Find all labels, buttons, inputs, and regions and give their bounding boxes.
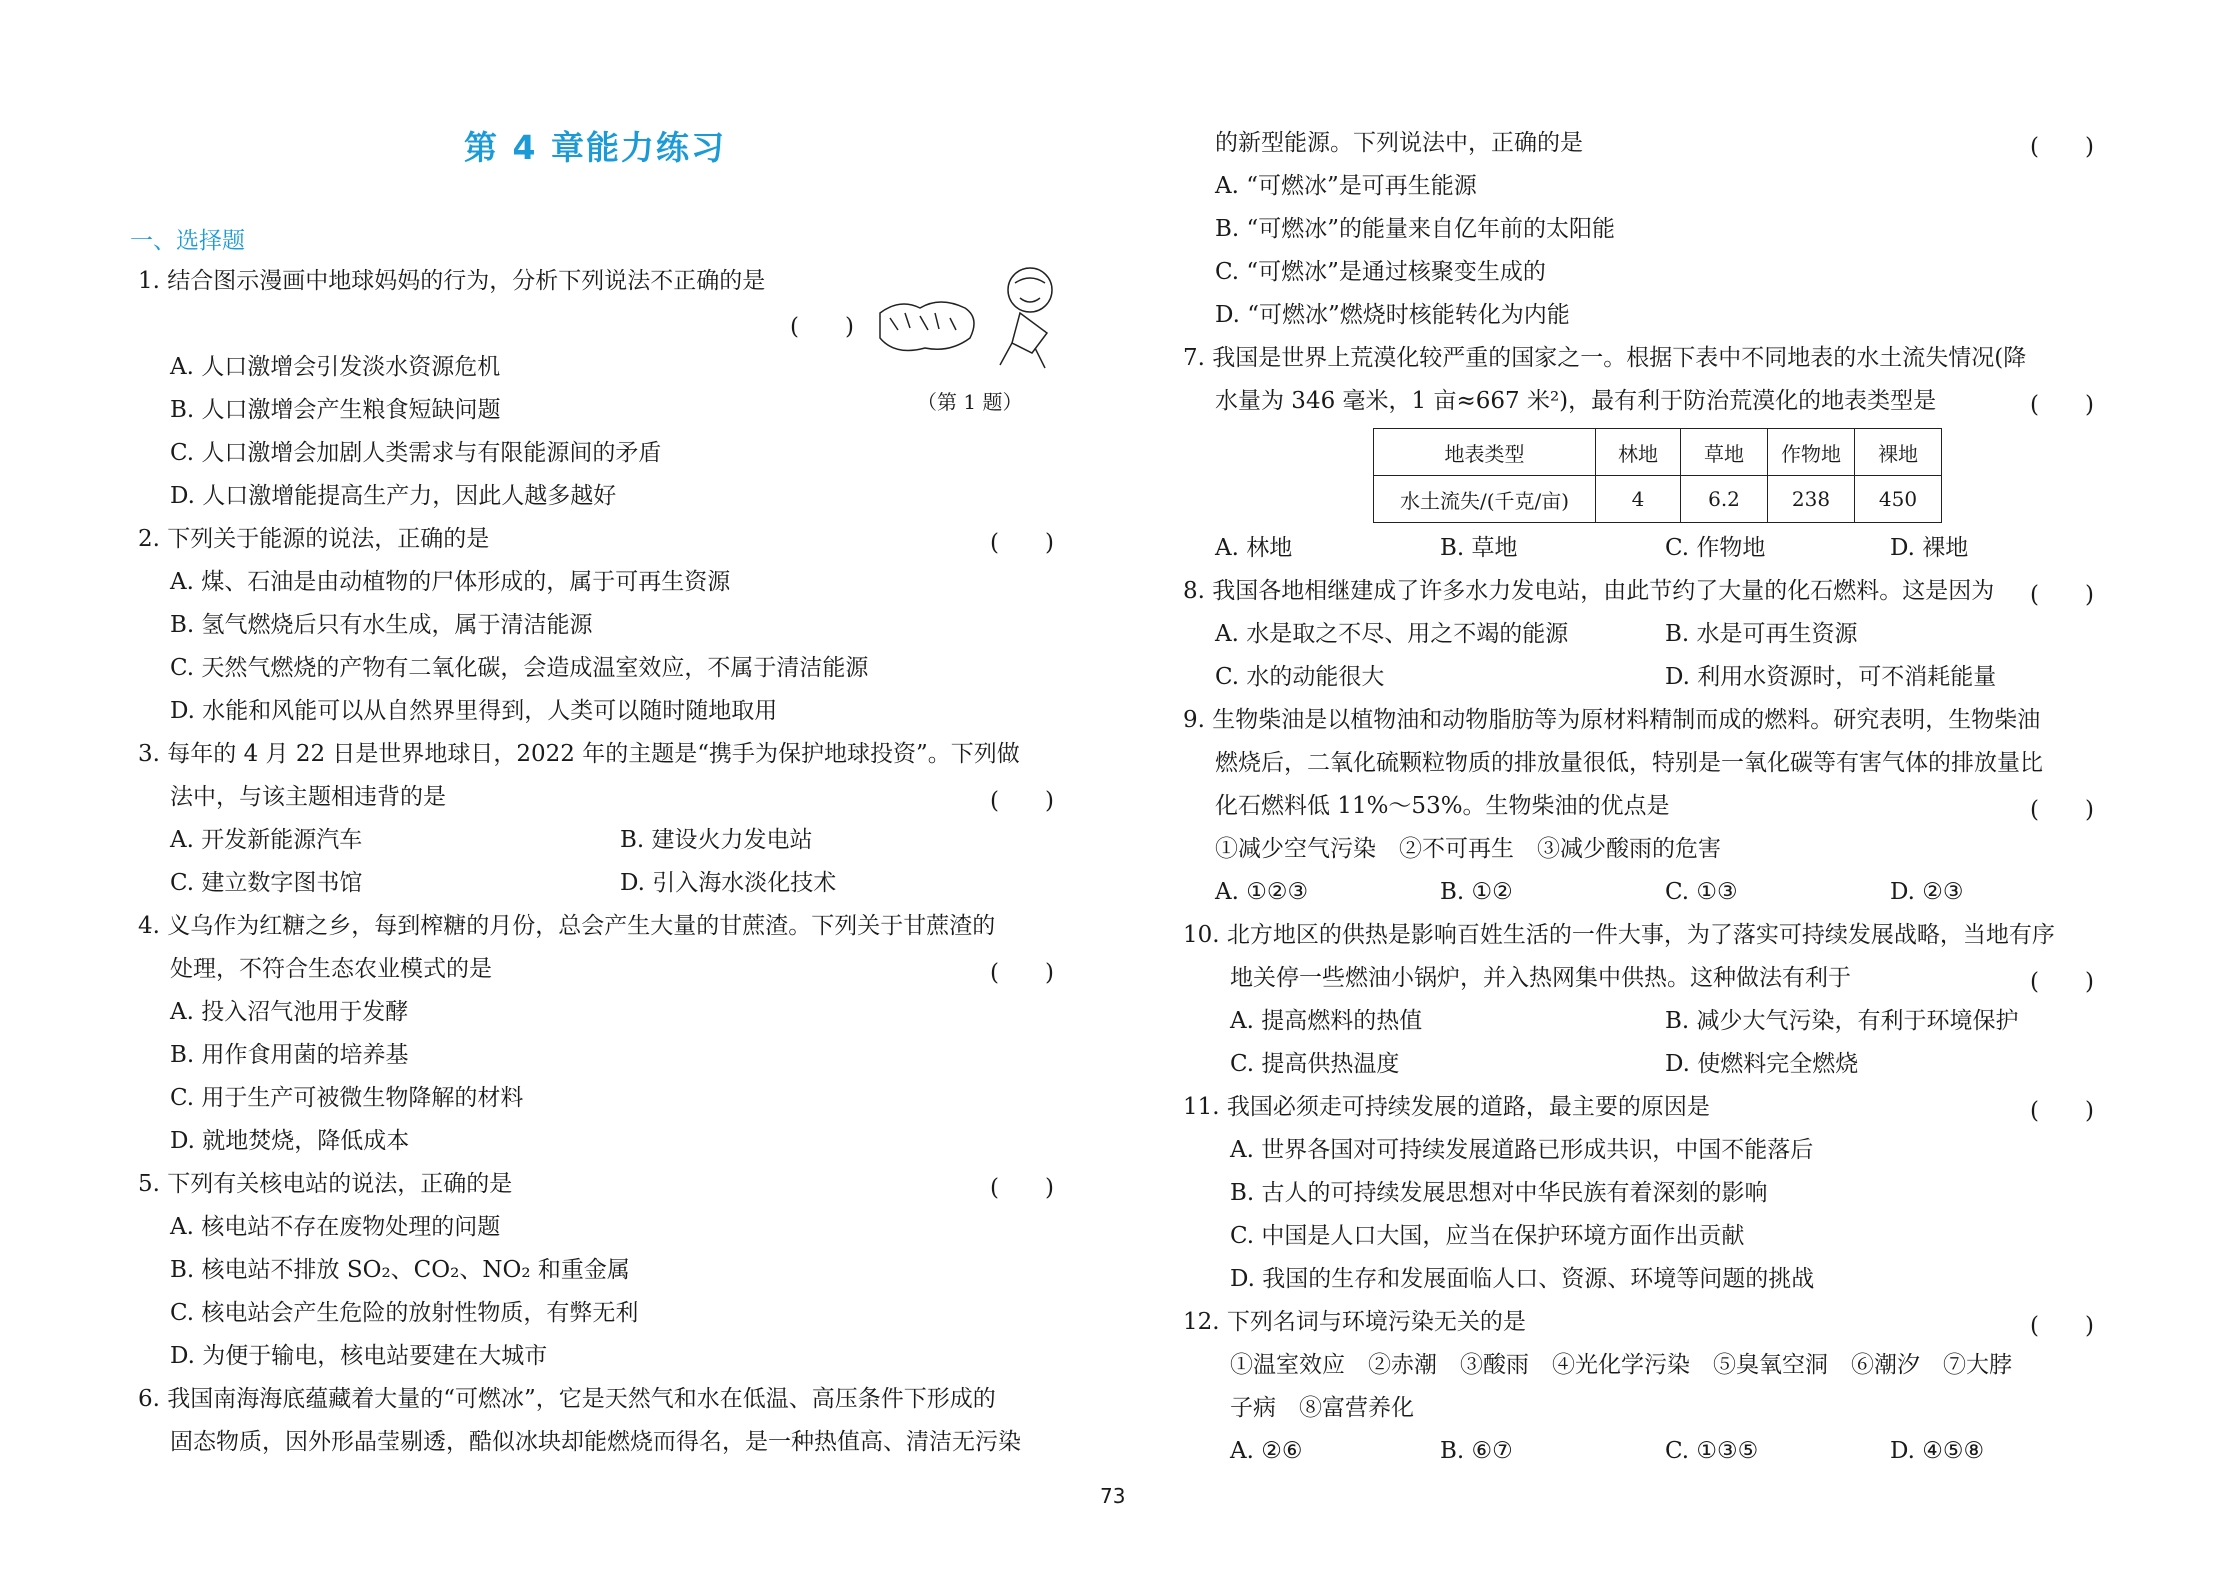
q9-option-c: C. ①③ xyxy=(1665,879,1738,905)
q2-option-b: B. 氢气燃烧后只有水生成，属于清洁能源 xyxy=(170,612,593,638)
q9-option-d: D. ②③ xyxy=(1890,879,1964,905)
section-heading: 一、选择题 xyxy=(130,228,245,254)
q9-option-b: B. ①② xyxy=(1440,879,1513,905)
q2-answer-paren: ( ) xyxy=(990,530,1054,556)
q7-option-d: D. 裸地 xyxy=(1890,535,1969,561)
q9-stem-line3: 化石燃料低 11%～53%。生物柴油的优点是 xyxy=(1215,793,1670,819)
q3-option-b: B. 建设火力发电站 xyxy=(620,827,813,853)
q12-stem: 12. 下列名词与环境污染无关的是 xyxy=(1183,1309,1526,1335)
q1-option-d: D. 人口激增能提高生产力，因此人越多越好 xyxy=(170,483,617,509)
q4-option-d: D. 就地焚烧，降低成本 xyxy=(170,1128,410,1154)
table-header-cell: 裸地 xyxy=(1855,429,1942,476)
q7-option-b: B. 草地 xyxy=(1440,535,1518,561)
q5-answer-paren: ( ) xyxy=(990,1175,1054,1201)
q6-option-b: B. “可燃冰”的能量来自亿年前的太阳能 xyxy=(1215,216,1616,242)
q4-answer-paren: ( ) xyxy=(990,960,1054,986)
q4-option-a: A. 投入沼气池用于发酵 xyxy=(170,999,409,1025)
q5-option-c: C. 核电站会产生危险的放射性物质，有弊无利 xyxy=(170,1300,639,1326)
q11-option-c: C. 中国是人口大国，应当在保护环境方面作出贡献 xyxy=(1230,1223,1745,1249)
q8-option-b: B. 水是可再生资源 xyxy=(1665,621,1858,647)
q7-data-table xyxy=(1373,428,1942,523)
q6-option-a: A. “可燃冰”是可再生能源 xyxy=(1215,173,1477,199)
q11-answer-paren: ( ) xyxy=(2030,1098,2094,1124)
q3-option-c: C. 建立数字图书馆 xyxy=(170,870,363,896)
q11-option-a: A. 世界各国对可持续发展道路已形成共识，中国不能落后 xyxy=(1230,1137,1814,1163)
q9-option-a: A. ①②③ xyxy=(1215,879,1309,905)
q12-option-d: D. ④⑤⑧ xyxy=(1890,1438,1985,1464)
q5-option-a: A. 核电站不存在废物处理的问题 xyxy=(170,1214,501,1240)
q11-option-d: D. 我国的生存和发展面临人口、资源、环境等问题的挑战 xyxy=(1230,1266,1815,1292)
table-header-cell: 作物地 xyxy=(1768,429,1855,476)
q1-option-c: C. 人口激增会加剧人类需求与有限能源间的矛盾 xyxy=(170,440,662,466)
table-header-cell: 林地 xyxy=(1596,429,1681,476)
q3-stem-line1: 3. 每年的 4 月 22 日是世界地球日，2022 年的主题是“携手为保护地球投资”。下列做 xyxy=(138,741,1020,767)
q4-option-b: B. 用作食用菌的培养基 xyxy=(170,1042,409,1068)
table-cell: 水土流失/(千克/亩) xyxy=(1374,476,1596,523)
table-cell: 450 xyxy=(1855,476,1942,523)
q1-option-a: A. 人口激增会引发淡水资源危机 xyxy=(170,354,501,380)
q3-answer-paren: ( ) xyxy=(990,788,1054,814)
q12-items-line1: ①温室效应 ②赤潮 ③酸雨 ④光化学污染 ⑤臭氧空洞 ⑥潮汐 ⑦大脖 xyxy=(1230,1352,2012,1378)
q10-option-b: B. 减少大气污染，有利于环境保护 xyxy=(1665,1008,2019,1034)
q8-option-a: A. 水是取之不尽、用之不竭的能源 xyxy=(1215,621,1569,647)
q10-option-d: D. 使燃料完全燃烧 xyxy=(1665,1051,1859,1077)
page-title: 第 4 章能力练习 xyxy=(464,128,726,167)
q7-answer-paren: ( ) xyxy=(2030,392,2094,418)
q2-option-d: D. 水能和风能可以从自然界里得到，人类可以随时随地取用 xyxy=(170,698,778,724)
table-cell: 238 xyxy=(1768,476,1855,523)
q6-option-d: D. “可燃冰”燃烧时核能转化为内能 xyxy=(1215,302,1570,328)
q8-option-c: C. 水的动能很大 xyxy=(1215,664,1385,690)
q8-answer-paren: ( ) xyxy=(2030,582,2094,608)
table-row xyxy=(1374,476,1942,523)
q6-option-c: C. “可燃冰”是通过核聚变生成的 xyxy=(1215,259,1546,285)
q11-stem: 11. 我国必须走可持续发展的道路，最主要的原因是 xyxy=(1183,1094,1710,1120)
q6-stem-line2: 固态物质，因外形晶莹剔透，酷似冰块却能燃烧而得名，是一种热值高、清洁无污染 xyxy=(170,1429,1021,1455)
table-header-cell: 地表类型 xyxy=(1374,429,1596,476)
q4-stem-line2: 处理，不符合生态农业模式的是 xyxy=(170,956,492,982)
q10-stem-line2: 地关停一些燃油小锅炉，并入热网集中供热。这种做法有利于 xyxy=(1230,965,1851,991)
q10-stem-line1: 10. 北方地区的供热是影响百姓生活的一件大事，为了落实可持续发展战略，当地有序 xyxy=(1183,922,2055,948)
q6-answer-paren: ( ) xyxy=(2030,134,2094,160)
earth-mother-cartoon-icon xyxy=(870,258,1070,378)
q5-stem: 5. 下列有关核电站的说法，正确的是 xyxy=(138,1171,513,1197)
q7-stem-line2: 水量为 346 毫米，1 亩≈667 米²)，最有利于防治荒漠化的地表类型是 xyxy=(1215,388,1937,414)
q1-answer-paren: ( ) xyxy=(790,314,854,340)
q8-option-d: D. 利用水资源时，可不消耗能量 xyxy=(1665,664,1997,690)
table-header-cell: 草地 xyxy=(1681,429,1768,476)
q1-stem: 1. 结合图示漫画中地球妈妈的行为，分析下列说法不正确的是 xyxy=(138,268,766,294)
q12-option-c: C. ①③⑤ xyxy=(1665,1438,1759,1464)
q9-answer-paren: ( ) xyxy=(2030,797,2094,823)
q3-option-d: D. 引入海水淡化技术 xyxy=(620,870,837,896)
q1-option-b: B. 人口激增会产生粮食短缺问题 xyxy=(170,397,501,423)
q7-option-a: A. 林地 xyxy=(1215,535,1293,561)
q2-option-a: A. 煤、石油是由动植物的尸体形成的，属于可再生资源 xyxy=(170,569,731,595)
table-cell: 6.2 xyxy=(1681,476,1768,523)
q2-option-c: C. 天然气燃烧的产物有二氧化碳，会造成温室效应，不属于清洁能源 xyxy=(170,655,869,681)
q10-answer-paren: ( ) xyxy=(2030,969,2094,995)
q1-figure-caption: （第 1 题） xyxy=(917,390,1023,414)
q3-option-a: A. 开发新能源汽车 xyxy=(170,827,363,853)
page-number: 73 xyxy=(1100,1484,1126,1508)
table-cell: 4 xyxy=(1596,476,1681,523)
q12-answer-paren: ( ) xyxy=(2030,1313,2094,1339)
q7-option-c: C. 作物地 xyxy=(1665,535,1766,561)
q3-stem-line2: 法中，与该主题相违背的是 xyxy=(170,784,446,810)
q4-stem-line1: 4. 义乌作为红糖之乡，每到榨糖的月份，总会产生大量的甘蔗渣。下列关于甘蔗渣的 xyxy=(138,913,996,939)
q12-option-a: A. ②⑥ xyxy=(1230,1438,1303,1464)
q11-option-b: B. 古人的可持续发展思想对中华民族有着深刻的影响 xyxy=(1230,1180,1768,1206)
q4-option-c: C. 用于生产可被微生物降解的材料 xyxy=(170,1085,524,1111)
q7-stem-line1: 7. 我国是世界上荒漠化较严重的国家之一。根据下表中不同地表的水土流失情况(降 xyxy=(1183,345,2027,371)
q10-option-a: A. 提高燃料的热值 xyxy=(1230,1008,1423,1034)
q5-option-b: B. 核电站不排放 SO₂、CO₂、NO₂ 和重金属 xyxy=(170,1257,630,1283)
q9-items: ①减少空气污染 ②不可再生 ③减少酸雨的危害 xyxy=(1215,836,1721,862)
q2-stem: 2. 下列关于能源的说法，正确的是 xyxy=(138,526,490,552)
q9-stem-line1: 9. 生物柴油是以植物油和动物脂肪等为原材料精制而成的燃料。研究表明，生物柴油 xyxy=(1183,707,2041,733)
q12-items-line2: 子病 ⑧富营养化 xyxy=(1230,1395,1414,1421)
q6-stem-line3: 的新型能源。下列说法中，正确的是 xyxy=(1215,130,1583,156)
q6-stem-line1: 6. 我国南海海底蕴藏着大量的“可燃冰”，它是天然气和水在低温、高压条件下形成的 xyxy=(138,1386,996,1412)
q9-stem-line2: 燃烧后，二氧化硫颗粒物质的排放量很低，特别是一氧化碳等有害气体的排放量比 xyxy=(1215,750,2043,776)
q12-option-b: B. ⑥⑦ xyxy=(1440,1438,1513,1464)
q5-option-d: D. 为便于输电，核电站要建在大城市 xyxy=(170,1343,548,1369)
table-row xyxy=(1374,429,1942,476)
q10-option-c: C. 提高供热温度 xyxy=(1230,1051,1400,1077)
q8-stem: 8. 我国各地相继建成了许多水力发电站，由此节约了大量的化石燃料。这是因为 xyxy=(1183,578,1995,604)
